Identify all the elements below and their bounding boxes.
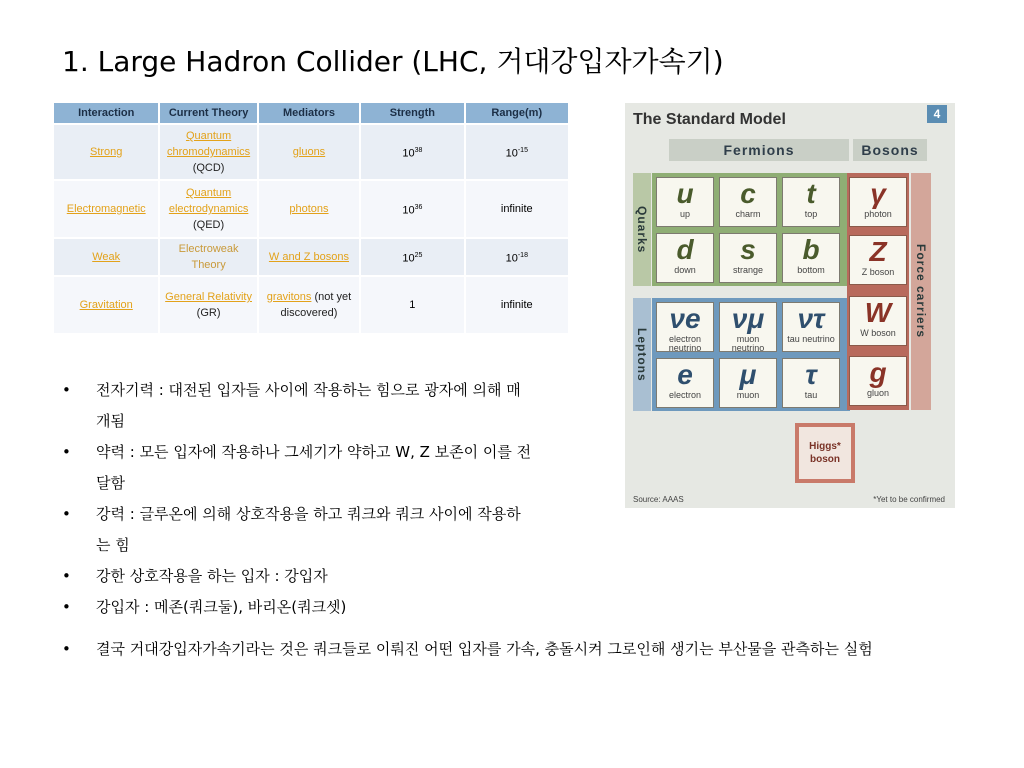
list-item: • 강력 : 글루온에 의해 상호작용을 하고 쿼크와 쿼크 사이에 작용하는 힘 bbox=[62, 499, 532, 561]
particle-card-photon: γ photon bbox=[849, 177, 907, 227]
page-title: 1. Large Hadron Collider (LHC, 거대강입자가속기) bbox=[62, 45, 724, 78]
header-strength: Strength bbox=[361, 103, 463, 123]
source-note: Source: AAAS bbox=[633, 495, 684, 504]
table-row bbox=[54, 125, 568, 179]
particle-card-strange: s strange bbox=[719, 233, 777, 283]
particle-card-tau: τ tau bbox=[782, 358, 840, 408]
strength-value: $10^{38}$ bbox=[361, 125, 463, 179]
notes-list bbox=[62, 375, 532, 623]
standard-model-figure bbox=[625, 103, 955, 508]
range-value: $10^{-18}$ bbox=[466, 239, 568, 275]
force-carriers-side-label: Force carriers bbox=[911, 173, 931, 410]
range-value: infinite bbox=[466, 277, 568, 333]
particle-card-electron-neutrino: νe electron neutrino bbox=[656, 302, 714, 352]
particle-card-muon-neutrino: νμ muon neutrino bbox=[719, 302, 777, 352]
table-row bbox=[54, 277, 568, 333]
particle-card-w-boson: W W boson bbox=[849, 296, 907, 346]
theory-abbr: (QED) bbox=[193, 219, 225, 231]
particle-card-z-boson: Z Z boson bbox=[849, 235, 907, 285]
interaction-link[interactable]: Strong bbox=[89, 146, 123, 158]
interaction-link[interactable]: Gravitation bbox=[79, 299, 133, 311]
header-interaction: Interaction bbox=[54, 103, 158, 123]
theory-abbr: (QCD) bbox=[192, 162, 225, 174]
theory-abbr: (GR) bbox=[196, 307, 221, 319]
mediator-link[interactable]: gravitons bbox=[266, 291, 312, 303]
mediator-link[interactable]: W and Z bosons bbox=[268, 251, 350, 263]
strength-value: 1 bbox=[361, 277, 463, 333]
strength-value: $10^{25}$ bbox=[361, 239, 463, 275]
conclusion-list bbox=[62, 634, 982, 665]
particle-card-bottom: b bottom bbox=[782, 233, 840, 283]
list-item: • 강한 상호작용을 하는 입자 : 강입자 bbox=[62, 561, 532, 592]
theory-link[interactable]: Electroweak Theory bbox=[178, 243, 239, 271]
quarks-side-label: Quarks bbox=[633, 173, 651, 286]
particle-card-top: t top bbox=[782, 177, 840, 227]
list-item: • 결국 거대강입자가속기라는 것은 쿼크들로 이뤄진 어떤 입자를 가속, 충돌시켜 그로인해 생기는 부산물을 관측하는 실험 bbox=[62, 634, 982, 665]
header-range: Range(m) bbox=[466, 103, 568, 123]
range-value: infinite bbox=[466, 181, 568, 237]
mediator-note: (not yet discovered) bbox=[280, 291, 352, 319]
header-mediators: Mediators bbox=[259, 103, 359, 123]
list-item: • 약력 : 모든 입자에 작용하나 그세기가 약하고 W, Z 보존이 이를 전달함 bbox=[62, 437, 532, 499]
higgs-boson-card: Higgs* boson bbox=[795, 423, 855, 483]
particle-card-tau-neutrino: ντ tau neutrino bbox=[782, 302, 840, 352]
particle-card-up: u up bbox=[656, 177, 714, 227]
figure-number: 4 bbox=[927, 105, 947, 123]
header-current-theory: Current Theory bbox=[160, 103, 256, 123]
particle-card-electron: e electron bbox=[656, 358, 714, 408]
mediator-link[interactable]: photons bbox=[289, 203, 329, 215]
particle-card-down: d down bbox=[656, 233, 714, 283]
footnote: *Yet to be confirmed bbox=[873, 495, 945, 504]
particle-card-muon: μ muon bbox=[719, 358, 777, 408]
table-row bbox=[54, 239, 568, 275]
standard-model-title: The Standard Model bbox=[633, 111, 786, 128]
bosons-label: Bosons bbox=[853, 139, 927, 161]
leptons-side-label: Leptons bbox=[633, 298, 651, 411]
theory-link[interactable]: Quantum chromodynamics bbox=[167, 130, 251, 158]
particle-card-charm: c charm bbox=[719, 177, 777, 227]
range-value: $10^{-15}$ bbox=[466, 125, 568, 179]
table-row bbox=[54, 181, 568, 237]
particle-card-gluon: g gluon bbox=[849, 356, 907, 406]
list-item: • 강입자 : 메존(쿼크둘), 바리온(쿼크셋) bbox=[62, 592, 532, 623]
fermions-label: Fermions bbox=[669, 139, 849, 161]
theory-link[interactable]: General Relativity bbox=[165, 291, 252, 303]
forces-table bbox=[52, 101, 570, 335]
table-header-row bbox=[54, 103, 568, 123]
theory-link[interactable]: Quantum electrodynamics bbox=[168, 187, 249, 215]
interaction-link[interactable]: Weak bbox=[92, 251, 121, 263]
strength-value: $10^{36}$ bbox=[361, 181, 463, 237]
mediator-link[interactable]: gluons bbox=[292, 146, 326, 158]
interaction-link[interactable]: Electromagnetic bbox=[66, 203, 146, 215]
list-item: • 전자기력 : 대전된 입자들 사이에 작용하는 힘으로 광자에 의해 매개됨 bbox=[62, 375, 532, 437]
